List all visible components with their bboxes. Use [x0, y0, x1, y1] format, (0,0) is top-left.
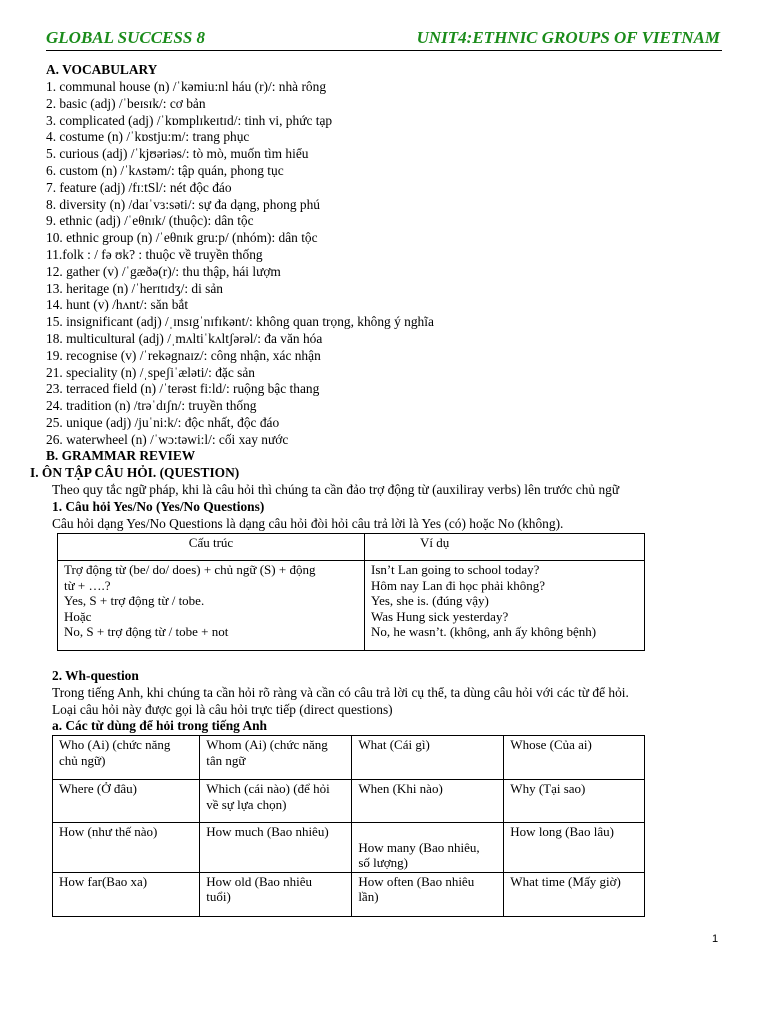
wh-cell-line: What time (Mấy giờ) — [510, 873, 621, 889]
wh-table-cell — [504, 872, 645, 916]
wh-cell-line: chủ ngữ) — [59, 752, 106, 768]
yesno-header-example: Ví dụ — [365, 534, 645, 561]
example-line: Was Hung sick yesterday? — [371, 608, 509, 624]
wh-table-cell — [53, 872, 200, 916]
wh-cell-line: Who (Ai) (chức năng — [59, 737, 171, 752]
wh-cell-line: How far(Bao xa) — [59, 873, 148, 889]
vocab-item: 8. diversity (n) /daɪˈvɜ:səti/: sự đa dạng, phong phú — [46, 196, 320, 212]
wh-cell-line: Why (Tại sao) — [510, 781, 586, 796]
vocab-item: 21. speciality (n) /ˌspeʃiˈæləti/: đặc sản — [46, 364, 255, 380]
wh-table-cell — [352, 780, 504, 823]
wh-cell-line: Which (cái nào) (để hỏi — [206, 781, 330, 796]
vocab-item: 18. multicultural (adj) /ˌmʌltiˈkʌltʃərəl/: đa văn hóa — [46, 331, 323, 346]
vocab-item: 9. ethnic (adj) /ˈeθnɪk/ (thuộc): dân tộc — [46, 213, 254, 229]
vocab-item: 26. waterwheel (n) /ˈwɔ:təwi:l/: cối xay nước — [46, 431, 289, 447]
vocab-item: 11.folk : / fə ʊk? : thuộc về truyền thống — [46, 247, 263, 262]
example-line: Yes, she is. (đúng vậy) — [371, 593, 489, 608]
section1-intro: Theo quy tắc ngữ pháp, khi là câu hỏi thì chúng ta cần đảo trợ động từ (auxiliray verbs) lên trước chủ ngữ — [52, 482, 620, 497]
wh-table-row — [53, 823, 645, 873]
vocab-item: 14. hunt (v) /hʌnt/: săn bắt — [46, 297, 189, 313]
page-number: 1 — [712, 933, 719, 945]
wh-table-cell — [200, 780, 352, 823]
header-left: GLOBAL SUCCESS 8 — [46, 28, 206, 47]
wh-cell-line: Whose (Của ai) — [510, 737, 592, 752]
wh-cell-line: tân ngữ — [206, 752, 246, 768]
wh-cell-line: về sự lựa chọn) — [206, 796, 287, 812]
vocab-item: 3. complicated (adj) /ˈkɒmplɪkeɪtɪd/: tinh vi, phức tạp — [46, 112, 333, 128]
wh-table-cell — [53, 780, 200, 823]
example-line: Hôm nay Lan đi học phải không? — [371, 577, 546, 593]
wh-cell-line: How (như thế nào) — [59, 824, 158, 839]
wh-cell-line: số lượng) — [358, 855, 408, 870]
wh-table-cell — [504, 823, 645, 873]
header-right: UNIT4:ETHNIC GROUPS OF VIETNAM — [416, 28, 720, 47]
vocab-item: 7. feature (adj) /fɪːtSl/: nét độc đáo — [46, 179, 232, 195]
yesno-header-structure: Cấu trúc — [58, 534, 365, 561]
structure-line: Hoặc — [64, 608, 92, 624]
example-line: No, he wasn’t. (không, anh ấy không bệnh) — [371, 624, 597, 639]
wh-subtitle: a. Các từ dùng để hỏi trong tiếng Anh — [52, 718, 268, 733]
wh-table-cell — [53, 736, 200, 780]
yesno-table — [57, 533, 645, 651]
vocab-item: 4. costume (n) /ˈkɒstju:m/: trang phục — [46, 129, 250, 145]
vocab-item: 5. curious (adj) /ˈkjʊəriəs/: tò mò, muốn tìm hiểu — [46, 146, 309, 162]
wh-cell-line: How often (Bao nhiêu — [358, 873, 475, 889]
vocab-item: 13. heritage (n) /ˈherɪtɪdʒ/: di sản — [46, 280, 223, 296]
vocab-item: 24. tradition (n) /trəˈdɪʃn/: truyền thống — [46, 398, 257, 414]
wh-table-cell — [352, 823, 504, 873]
vocab-item: 25. unique (adj) /juˈni:k/: độc nhất, độc đáo — [46, 415, 280, 430]
yesno-title: 1. Câu hỏi Yes/No (Yes/No Questions) — [52, 499, 265, 514]
wh-table-cell — [53, 823, 200, 873]
wh-table-row — [53, 736, 645, 780]
structure-line: Yes, S + trợ động từ / tobe. — [64, 593, 205, 608]
vocab-item: 6. custom (n) /ˈkʌstəm/: tập quán, phong tục — [46, 163, 284, 178]
structure-line: từ + ….? — [64, 577, 111, 593]
wh-title: 2. Wh-question — [52, 668, 139, 683]
example-line: Isn’t Lan going to school today? — [371, 562, 540, 577]
structure-line: Trợ động từ (be/ do/ does) + chủ ngữ (S) + động — [64, 562, 316, 577]
page-header — [46, 26, 722, 51]
wh-cell-line: lần) — [358, 889, 379, 904]
wh-table-cell — [200, 736, 352, 780]
yesno-desc: Câu hỏi dạng Yes/No Questions là dạng câu hỏi đòi hỏi câu trả lời là Yes (có) hoặc No (không). — [52, 516, 564, 531]
wh-words-table — [52, 735, 645, 917]
vocab-item: 15. insignificant (adj) /ˌɪnsɪgˈnɪfɪkənt/: không quan trọng, không ý nghĩa — [46, 314, 434, 330]
vocab-item: 23. terraced field (n) /ˈterəst fi:ld/: ruộng bậc thang — [46, 381, 320, 397]
vocab-item: 19. recognise (v) /ˈrekəgnaɪz/: công nhận, xác nhận — [46, 347, 321, 363]
wh-table-cell — [200, 872, 352, 916]
wh-table-row — [53, 872, 645, 916]
wh-table-cell — [352, 872, 504, 916]
wh-cell-line: How much (Bao nhiêu) — [206, 824, 329, 839]
wh-cell-line — [358, 824, 497, 840]
wh-table-row — [53, 780, 645, 823]
wh-desc-1: Trong tiếng Anh, khi chúng ta cần hỏi rõ ràng và cần có câu trả lời cụ thể, ta dùng câu hỏi với các từ để hỏi. — [52, 685, 629, 700]
yesno-example-cell — [365, 561, 645, 651]
wh-desc-2: Loại câu hỏi này được gọi là câu hỏi trực tiếp (direct questions) — [52, 702, 393, 717]
wh-cell-line: Whom (Ai) (chức năng — [206, 737, 328, 752]
wh-cell-line: tuổi) — [206, 889, 231, 904]
vocab-item: 2. basic (adj) /ˈbeɪsɪk/: cơ bản — [46, 95, 206, 111]
grammar-title: B. GRAMMAR REVIEW — [46, 448, 196, 463]
wh-cell-line: When (Khi nào) — [358, 781, 443, 796]
vocab-item: 10. ethnic group (n) /ˈeθnɪk gru:p/ (nhóm): dân tộc — [46, 230, 318, 246]
wh-cell-line: What (Cái gì) — [358, 737, 430, 752]
wh-cell-line: Where (Ở đâu) — [59, 781, 137, 796]
section1-title: I. ÔN TẬP CÂU HỎI. (QUESTION) — [30, 465, 240, 480]
vocab-item: 1. communal house (n) /ˈkəmiu:nl háu (r)/: nhà rông — [46, 79, 327, 94]
yesno-structure-cell — [58, 561, 365, 651]
vocab-item: 12. gather (v) /ˈgæðə(r)/: thu thập, hái lượm — [46, 263, 281, 279]
structure-line: No, S + trợ động từ / tobe + not — [64, 624, 229, 639]
vocab-title: A. VOCABULARY — [46, 62, 158, 77]
wh-table-cell — [504, 736, 645, 780]
wh-table-cell — [352, 736, 504, 780]
wh-table-cell — [200, 823, 352, 873]
wh-table-cell — [504, 780, 645, 823]
wh-cell-line: How old (Bao nhiêu — [206, 873, 313, 889]
wh-cell-line: How many (Bao nhiêu, — [358, 839, 480, 855]
wh-cell-line: How long (Bao lâu) — [510, 824, 614, 839]
